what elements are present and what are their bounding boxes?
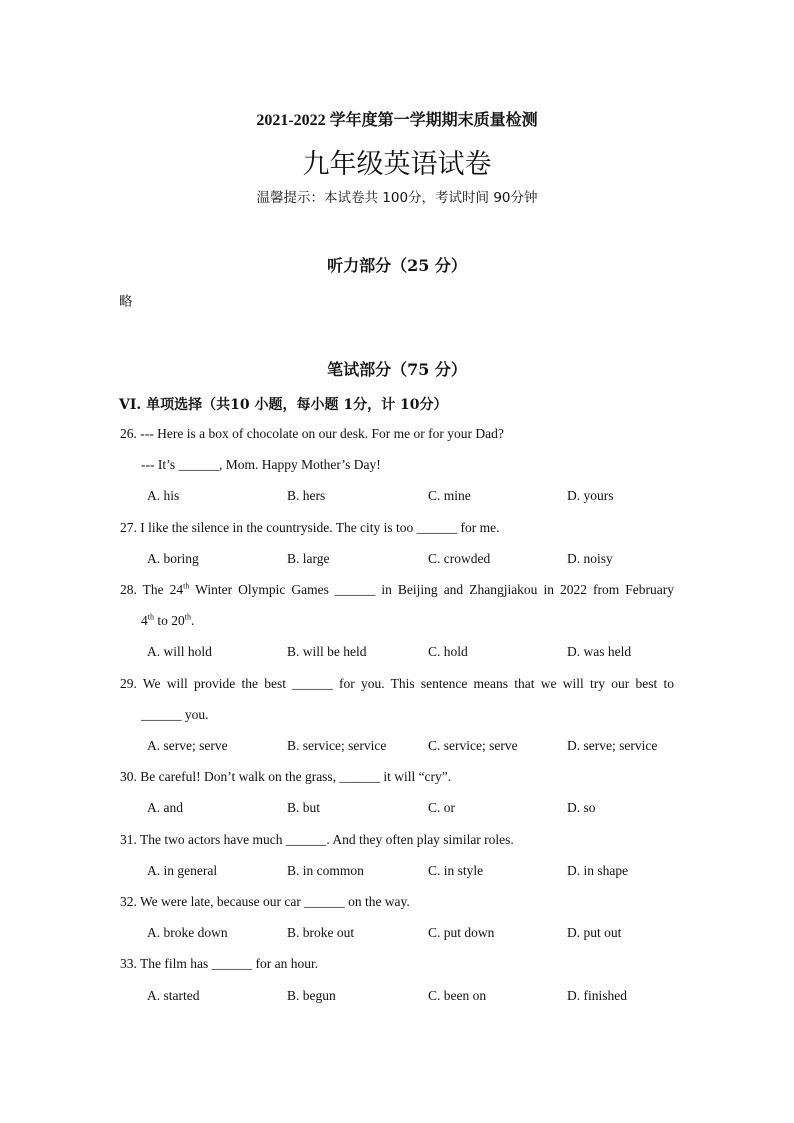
question-27-text: 27. I like the silence in the countryside. The city is too ______ for me. bbox=[120, 520, 500, 535]
written-heading: 笔试部分（75 分） bbox=[327, 360, 467, 379]
listening-heading: 听力部分（25 分） bbox=[327, 256, 467, 275]
listening-note: 略 bbox=[119, 294, 133, 310]
question-29-text: 29. We will provide the best ______ for you. This sentence means that we will try our best to bbox=[120, 676, 674, 691]
question-28-date-c: . bbox=[190, 613, 195, 628]
question-33-option-c: C. been on bbox=[428, 988, 487, 1003]
question-31-option-b: B. in common bbox=[287, 863, 364, 878]
question-28-text-b: Winter Olympic Games ______ in Beijing and Zhangjiakou in 2022 from February bbox=[189, 582, 674, 597]
question-28-date-a: 4 bbox=[141, 613, 148, 628]
question-29-option-b: B. service; service bbox=[287, 738, 387, 753]
question-33-option-b: B. begun bbox=[287, 988, 336, 1003]
exam-title: 2021-2022 学年度第一学期期末质量检测 bbox=[256, 112, 538, 129]
question-30-option-a: A. and bbox=[147, 800, 183, 815]
question-30-option-b: B. but bbox=[287, 800, 321, 815]
question-31-option-d: D. in shape bbox=[567, 863, 629, 878]
question-27-option-a: A. boring bbox=[147, 551, 199, 566]
question-26-option-b: B. hers bbox=[287, 488, 326, 503]
question-32-option-d: D. put out bbox=[567, 925, 622, 940]
question-30-text: 30. Be careful! Don’t walk on the grass, ______ it will “cry”. bbox=[120, 769, 452, 784]
question-27-option-c: C. crowded bbox=[428, 551, 491, 566]
part-title: VI. 单项选择（共10 小题，每小题 1分，计 10分） bbox=[119, 397, 448, 413]
question-32-text: 32. We were late, because our car ______ on the way. bbox=[120, 894, 410, 909]
question-28-date-sup2: th bbox=[184, 612, 191, 622]
exam-subtitle: 九年级英语试卷 bbox=[302, 149, 492, 180]
question-28-sup: th bbox=[183, 581, 190, 591]
question-29-option-a: A. serve; serve bbox=[147, 738, 228, 753]
question-31-text: 31. The two actors have much ______. And they often play similar roles. bbox=[120, 832, 514, 847]
question-28-option-d: D. was held bbox=[567, 644, 632, 659]
question-31-option-a: A. in general bbox=[147, 863, 218, 878]
question-29-text-cont: ______ you. bbox=[141, 707, 209, 722]
question-32-option-a: A. broke down bbox=[147, 925, 228, 940]
exam-hint: 温馨提示：本试卷共 100分，考试时间 90分钟 bbox=[256, 190, 538, 206]
question-28-text-cont bbox=[141, 613, 194, 629]
question-27-option-b: B. large bbox=[287, 551, 330, 566]
question-26-text: 26. --- Here is a box of chocolate on our desk. For me or for your Dad? bbox=[120, 426, 504, 441]
question-28-option-c: C. hold bbox=[428, 644, 468, 659]
question-26-option-d: D. yours bbox=[567, 488, 614, 503]
question-28-option-a: A. will hold bbox=[147, 644, 212, 659]
question-33-option-a: A. started bbox=[147, 988, 200, 1003]
question-28-text bbox=[120, 582, 674, 598]
question-28-text-a: 28. The 24 bbox=[120, 582, 184, 597]
question-33-text: 33. The film has ______ for an hour. bbox=[120, 956, 319, 971]
question-28-date-b: to 20 bbox=[153, 613, 185, 628]
question-28-option-b: B. will be held bbox=[287, 644, 367, 659]
question-32-option-c: C. put down bbox=[428, 925, 495, 940]
question-26-reply: --- It’s ______, Mom. Happy Mother’s Day! bbox=[141, 457, 381, 472]
question-26-option-c: C. mine bbox=[428, 488, 471, 503]
question-29-option-d: D. serve; service bbox=[567, 738, 658, 753]
question-29-option-c: C. service; serve bbox=[428, 738, 518, 753]
question-33-option-d: D. finished bbox=[567, 988, 627, 1003]
question-31-option-c: C. in style bbox=[428, 863, 484, 878]
question-26-option-a: A. his bbox=[147, 488, 180, 503]
question-30-option-c: C. or bbox=[428, 800, 455, 815]
question-32-option-b: B. broke out bbox=[287, 925, 355, 940]
question-28-date-sup1: th bbox=[147, 612, 154, 622]
question-27-option-d: D. noisy bbox=[567, 551, 613, 566]
question-30-option-d: D. so bbox=[567, 800, 596, 815]
